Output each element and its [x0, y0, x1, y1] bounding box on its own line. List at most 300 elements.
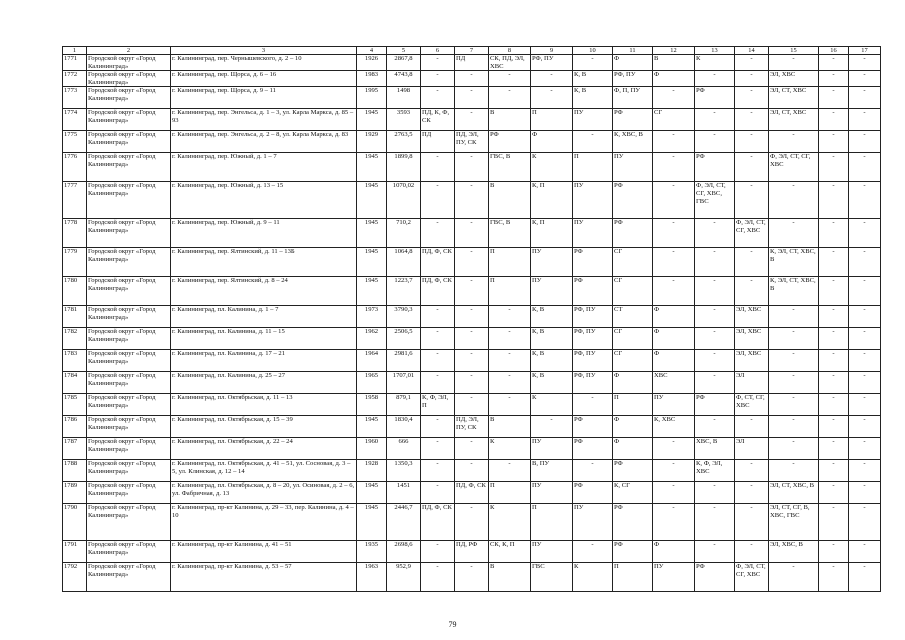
table-cell: ПУ [531, 541, 573, 563]
table-cell: 1778 [63, 219, 87, 248]
table-cell: - [421, 350, 455, 372]
table-cell: Городской округ «Город Калининград» [87, 182, 171, 219]
table-cell: - [849, 306, 881, 328]
table-cell: 1945 [357, 182, 387, 219]
table-row [63, 416, 881, 438]
table-cell: 1960 [357, 438, 387, 460]
table-cell: 1928 [357, 460, 387, 482]
table-cell: - [489, 394, 531, 416]
table-cell: 1774 [63, 109, 87, 131]
table-cell: - [653, 438, 695, 460]
table-cell: 1773 [63, 87, 87, 109]
table-cell: В [489, 109, 531, 131]
table-cell: г. Калининград, пл. Октябрьская, д. 22 – 24 [171, 438, 357, 460]
table-cell: Ф [531, 131, 573, 153]
table-body [63, 55, 881, 592]
table-cell: - [695, 277, 735, 306]
table-cell: Ф [653, 306, 695, 328]
column-number-header: 8 [489, 47, 531, 55]
table-cell: РФ [613, 109, 653, 131]
column-number-row [63, 47, 881, 55]
table-cell: - [695, 248, 735, 277]
table-cell: 3790,3 [387, 306, 421, 328]
table-cell: Ф [653, 328, 695, 350]
table-cell: РФ [695, 394, 735, 416]
table-cell: К, В [531, 328, 573, 350]
table-cell: - [455, 563, 489, 592]
table-cell: В [489, 563, 531, 592]
table-cell: - [849, 328, 881, 350]
table-cell: Городской округ «Город Калининград» [87, 248, 171, 277]
table-cell: К, П [531, 182, 573, 219]
table-cell: 2763,5 [387, 131, 421, 153]
table-cell: - [653, 219, 695, 248]
column-number-header: 9 [531, 47, 573, 55]
table-cell: - [421, 438, 455, 460]
table-cell: - [849, 394, 881, 416]
table-row [63, 55, 881, 71]
table-cell: 1788 [63, 460, 87, 482]
table-row [63, 153, 881, 182]
table-cell: 1780 [63, 277, 87, 306]
table-cell: - [849, 109, 881, 131]
column-number-header: 16 [819, 47, 849, 55]
table-cell: 1963 [357, 563, 387, 592]
table-cell: г. Калининград, пер. Ялтинский, д. 11 – 13Б [171, 248, 357, 277]
table-cell: - [573, 541, 613, 563]
table-cell: - [421, 372, 455, 394]
table-cell: СК, К, П [489, 541, 531, 563]
table-cell: - [735, 482, 769, 504]
register-sheet [62, 46, 880, 592]
table-cell: 1945 [357, 153, 387, 182]
table-cell: г. Калининград, пер. Энгельса, д. 1 – 3, ул. Карла Маркса, д. 85 – 93 [171, 109, 357, 131]
table-cell: 1899,8 [387, 153, 421, 182]
table-cell: - [489, 350, 531, 372]
table-cell: РФ, ПУ [573, 350, 613, 372]
table-row [63, 109, 881, 131]
table-cell: РФ, ПУ [573, 328, 613, 350]
table-cell: - [769, 350, 819, 372]
table-cell: К, В [531, 350, 573, 372]
table-cell: 1779 [63, 248, 87, 277]
table-cell: - [819, 416, 849, 438]
table-cell: - [695, 482, 735, 504]
table-cell: К, В [531, 306, 573, 328]
table-cell: 1945 [357, 482, 387, 504]
table-cell: - [849, 131, 881, 153]
table-cell: - [819, 438, 849, 460]
table-cell: ЭЛ, ХВС [769, 71, 819, 87]
table-cell: ПУ [573, 109, 613, 131]
table-cell: - [455, 460, 489, 482]
table-cell: 1223,7 [387, 277, 421, 306]
column-number-header: 11 [613, 47, 653, 55]
table-cell: г. Калининград, пер. Энгельса, д. 2 – 8, ул. Карла Маркса, д. 83 [171, 131, 357, 153]
table-cell: - [455, 153, 489, 182]
table-cell: - [573, 460, 613, 482]
table-cell: - [455, 277, 489, 306]
table-cell: - [455, 71, 489, 87]
table-cell: К [489, 504, 531, 541]
table-row [63, 328, 881, 350]
table-cell: - [695, 504, 735, 541]
table-cell: - [531, 416, 573, 438]
table-cell: РФ [573, 248, 613, 277]
table-cell: г. Калининград, пл. Калинина, д. 1 – 7 [171, 306, 357, 328]
table-cell: - [819, 460, 849, 482]
table-cell: - [455, 372, 489, 394]
table-cell: Городской округ «Город Калининград» [87, 87, 171, 109]
table-cell: - [735, 55, 769, 71]
table-cell: К, П [531, 219, 573, 248]
table-cell: ЭЛ, СТ, СГ, В, ХВС, ГВС [769, 504, 819, 541]
table-cell: ПУ [531, 438, 573, 460]
table-cell: СК, ПД, ЭЛ, ХВС [489, 55, 531, 71]
table-cell: ПУ [531, 482, 573, 504]
table-cell: 1926 [357, 55, 387, 71]
table-cell: - [769, 219, 819, 248]
table-cell: - [769, 460, 819, 482]
table-cell: Городской округ «Город Калининград» [87, 109, 171, 131]
table-cell: г. Калининград, пр-кт Калинина, д. 53 – 57 [171, 563, 357, 592]
table-cell: 1707,01 [387, 372, 421, 394]
table-cell: К, Ф, ЭЛ, ХВС [695, 460, 735, 482]
table-cell: - [695, 372, 735, 394]
table-cell: - [819, 248, 849, 277]
table-cell: ПУ [613, 153, 653, 182]
table-row [63, 350, 881, 372]
table-cell: Городской округ «Город Калининград» [87, 219, 171, 248]
table-cell: ПУ [573, 219, 613, 248]
table-cell: ПУ [653, 394, 695, 416]
table-cell: 1962 [357, 328, 387, 350]
table-cell: К [531, 394, 573, 416]
table-cell: ГВС, В [489, 153, 531, 182]
table-cell: Городской округ «Город Калининград» [87, 541, 171, 563]
table-cell: - [849, 563, 881, 592]
table-cell: 1958 [357, 394, 387, 416]
table-cell: РФ [695, 153, 735, 182]
table-cell: Ф [653, 350, 695, 372]
table-cell: - [421, 460, 455, 482]
table-cell: - [849, 460, 881, 482]
page-number: 79 [448, 620, 457, 629]
table-cell: К, ХВС, В [613, 131, 653, 153]
table-cell: - [849, 350, 881, 372]
table-cell: 1781 [63, 306, 87, 328]
table-cell: 710,2 [387, 219, 421, 248]
table-cell: 1973 [357, 306, 387, 328]
table-cell: СГ [613, 277, 653, 306]
column-number-header: 1 [63, 47, 87, 55]
table-cell: - [849, 541, 881, 563]
table-cell: - [735, 71, 769, 87]
table-cell: - [819, 219, 849, 248]
column-number-header: 10 [573, 47, 613, 55]
table-cell: Ф, ЭЛ, СТ, СГ, ХВС [735, 219, 769, 248]
table-cell: г. Калининград, пер. Южный, д. 1 – 7 [171, 153, 357, 182]
table-cell: 1784 [63, 372, 87, 394]
table-cell: 1945 [357, 219, 387, 248]
table-cell: - [819, 328, 849, 350]
table-cell: Ф, ЭЛ, СТ, СГ, ХВС, ГВС [695, 182, 735, 219]
table-cell: - [819, 109, 849, 131]
table-cell: г. Калининград, пл. Октябрьская, д. 11 – 13 [171, 394, 357, 416]
table-cell: - [819, 541, 849, 563]
table-cell: 1785 [63, 394, 87, 416]
table-cell: Городской округ «Город Калининград» [87, 328, 171, 350]
table-cell: П [489, 248, 531, 277]
table-cell: - [735, 131, 769, 153]
table-cell: В [489, 416, 531, 438]
table-row [63, 460, 881, 482]
table-cell: ЭЛ [735, 372, 769, 394]
table-cell: ПУ [573, 182, 613, 219]
table-cell: г. Калининград, пл. Калинина, д. 17 – 21 [171, 350, 357, 372]
table-cell: Ф [653, 541, 695, 563]
table-cell: К, Ф, ЭЛ, П [421, 394, 455, 416]
table-cell: ПУ [531, 248, 573, 277]
column-number-header: 5 [387, 47, 421, 55]
table-cell: РФ [613, 219, 653, 248]
table-cell: г. Калининград, пл. Октябрьская, д. 8 – 20, ул. Осиновая, д. 2 – 6, ул. Фабричная, д. 13 [171, 482, 357, 504]
column-number-header: 17 [849, 47, 881, 55]
table-cell: Городской округ «Город Калининград» [87, 394, 171, 416]
table-cell: К, ЭЛ, СТ, ХВС, В [769, 248, 819, 277]
table-cell: - [735, 248, 769, 277]
table-cell: - [531, 87, 573, 109]
table-cell: - [735, 541, 769, 563]
table-cell: - [769, 438, 819, 460]
table-cell: РФ, ПУ [613, 71, 653, 87]
table-cell: - [769, 563, 819, 592]
table-cell: 1945 [357, 277, 387, 306]
table-cell: г. Калининград, пер. Чернышевского, д. 2 – 10 [171, 55, 357, 71]
table-cell: РФ [695, 563, 735, 592]
table-cell: - [819, 87, 849, 109]
table-cell: 952,9 [387, 563, 421, 592]
table-cell: - [849, 416, 881, 438]
table-cell: - [455, 306, 489, 328]
table-cell: СГ [613, 248, 653, 277]
table-cell: - [695, 219, 735, 248]
table-cell: - [819, 394, 849, 416]
table-cell: - [695, 541, 735, 563]
table-cell: - [653, 504, 695, 541]
table-cell: - [421, 219, 455, 248]
table-cell: Городской округ «Город Калининград» [87, 563, 171, 592]
table-cell: Городской округ «Город Калининград» [87, 277, 171, 306]
table-row [63, 482, 881, 504]
table-cell: Ф [613, 438, 653, 460]
table-cell: К [573, 563, 613, 592]
table-cell: - [735, 87, 769, 109]
table-cell: - [819, 182, 849, 219]
table-cell: - [769, 416, 819, 438]
table-cell: Ф [613, 55, 653, 71]
table-cell: - [421, 563, 455, 592]
table-cell: - [769, 131, 819, 153]
table-cell: П [613, 394, 653, 416]
table-cell: - [653, 131, 695, 153]
table-cell: - [653, 277, 695, 306]
table-cell: ЭЛ, ХВС [735, 306, 769, 328]
table-cell: г. Калининград, пер. Южный, д. 13 – 15 [171, 182, 357, 219]
table-cell: 1965 [357, 372, 387, 394]
table-cell: РФ, ПУ [531, 55, 573, 71]
table-cell: К, СГ [613, 482, 653, 504]
table-cell: К, В [573, 71, 613, 87]
table-cell: 1350,3 [387, 460, 421, 482]
table-cell: СГ [613, 350, 653, 372]
table-cell: 4743,8 [387, 71, 421, 87]
table-cell: 1945 [357, 416, 387, 438]
table-cell: г. Калининград, пл. Калинина, д. 25 – 27 [171, 372, 357, 394]
table-cell: - [849, 71, 881, 87]
table-cell: - [735, 504, 769, 541]
table-cell: г. Калининград, пер. Щорса, д. 6 – 16 [171, 71, 357, 87]
table-cell: - [819, 131, 849, 153]
table-cell: В, ПУ [531, 460, 573, 482]
table-cell: - [695, 416, 735, 438]
table-cell: 2981,6 [387, 350, 421, 372]
table-row [63, 219, 881, 248]
table-cell: Городской округ «Город Калининград» [87, 416, 171, 438]
table-cell: - [819, 306, 849, 328]
table-cell: 1791 [63, 541, 87, 563]
table-cell: г. Калининград, пл. Октябрьская, д. 15 – 39 [171, 416, 357, 438]
column-number-header: 4 [357, 47, 387, 55]
table-cell: РФ, ПУ [573, 306, 613, 328]
table-cell: 1498 [387, 87, 421, 109]
table-cell: г. Калининград, пер. Ялтинский, д. 8 – 24 [171, 277, 357, 306]
table-cell: 2506,5 [387, 328, 421, 350]
table-cell: ПУ [653, 563, 695, 592]
table-cell: - [735, 460, 769, 482]
table-cell: - [489, 306, 531, 328]
table-cell: СТ [613, 306, 653, 328]
table-cell: 666 [387, 438, 421, 460]
table-cell: К [531, 153, 573, 182]
table-cell: В [489, 182, 531, 219]
table-cell: - [455, 394, 489, 416]
table-cell: - [819, 153, 849, 182]
table-cell: 1789 [63, 482, 87, 504]
table-cell: ХВС [653, 372, 695, 394]
table-cell: ПД [421, 131, 455, 153]
table-cell: РФ [613, 504, 653, 541]
table-row [63, 394, 881, 416]
table-cell: П [613, 563, 653, 592]
table-cell: - [421, 153, 455, 182]
column-number-header: 6 [421, 47, 455, 55]
table-cell: - [489, 460, 531, 482]
table-cell: 1775 [63, 131, 87, 153]
table-cell: - [695, 131, 735, 153]
table-cell: - [695, 71, 735, 87]
column-number-header: 14 [735, 47, 769, 55]
table-row [63, 504, 881, 541]
table-cell: ПД, ЭЛ, ПУ, СК [455, 131, 489, 153]
column-number-header: 2 [87, 47, 171, 55]
table-cell: - [849, 55, 881, 71]
table-cell: 1935 [357, 541, 387, 563]
table-cell: Городской округ «Город Калининград» [87, 71, 171, 87]
table-cell: - [769, 394, 819, 416]
table-cell: - [849, 504, 881, 541]
table-cell: Городской округ «Город Калининград» [87, 306, 171, 328]
table-cell: РФ [573, 438, 613, 460]
table-cell: - [695, 306, 735, 328]
table-cell: Городской округ «Город Калининград» [87, 131, 171, 153]
table-cell: 1983 [357, 71, 387, 87]
table-cell: - [819, 350, 849, 372]
table-cell: К, В [531, 372, 573, 394]
table-cell: 1783 [63, 350, 87, 372]
table-cell: П [489, 482, 531, 504]
table-cell: - [573, 394, 613, 416]
table-cell: К, ХВС [653, 416, 695, 438]
column-number-header: 12 [653, 47, 695, 55]
table-cell: РФ [613, 460, 653, 482]
table-cell: РФ [695, 87, 735, 109]
table-cell: г. Калининград, пл. Калинина, д. 11 – 15 [171, 328, 357, 350]
table-cell: - [421, 55, 455, 71]
table-cell: К [489, 438, 531, 460]
table-cell: Городской округ «Город Калининград» [87, 504, 171, 541]
table-cell: - [653, 153, 695, 182]
table-cell: - [653, 460, 695, 482]
table-row [63, 306, 881, 328]
table-cell: Городской округ «Город Калининград» [87, 55, 171, 71]
table-cell: - [735, 109, 769, 131]
table-cell: Городской округ «Город Калининград» [87, 372, 171, 394]
housing-register-table [62, 46, 881, 592]
table-cell: - [695, 350, 735, 372]
table-cell: - [819, 71, 849, 87]
table-cell: ПД, РФ [455, 541, 489, 563]
table-cell: - [455, 182, 489, 219]
table-cell: 1964 [357, 350, 387, 372]
table-cell: 1064,8 [387, 248, 421, 277]
table-cell: - [695, 109, 735, 131]
table-cell: ЭЛ [735, 438, 769, 460]
table-cell: - [489, 328, 531, 350]
table-cell: 1070,02 [387, 182, 421, 219]
table-cell: - [421, 541, 455, 563]
table-cell: - [455, 219, 489, 248]
column-number-header: 13 [695, 47, 735, 55]
table-cell: Ф, СТ, СГ, ХВС [735, 394, 769, 416]
table-cell: - [849, 248, 881, 277]
table-cell: РФ [613, 182, 653, 219]
table-row [63, 277, 881, 306]
table-cell: 1790 [63, 504, 87, 541]
table-cell: 1929 [357, 131, 387, 153]
table-cell: К [695, 55, 735, 71]
table-cell: - [455, 109, 489, 131]
table-cell: 1786 [63, 416, 87, 438]
table-cell: 1945 [357, 248, 387, 277]
table-cell: Городской округ «Город Калининград» [87, 153, 171, 182]
table-cell: - [849, 277, 881, 306]
table-cell: ЭЛ, ХВС, В [769, 541, 819, 563]
table-cell: 1945 [357, 504, 387, 541]
table-cell: Ф [613, 372, 653, 394]
table-cell: - [769, 182, 819, 219]
table-cell: ПУ [531, 277, 573, 306]
